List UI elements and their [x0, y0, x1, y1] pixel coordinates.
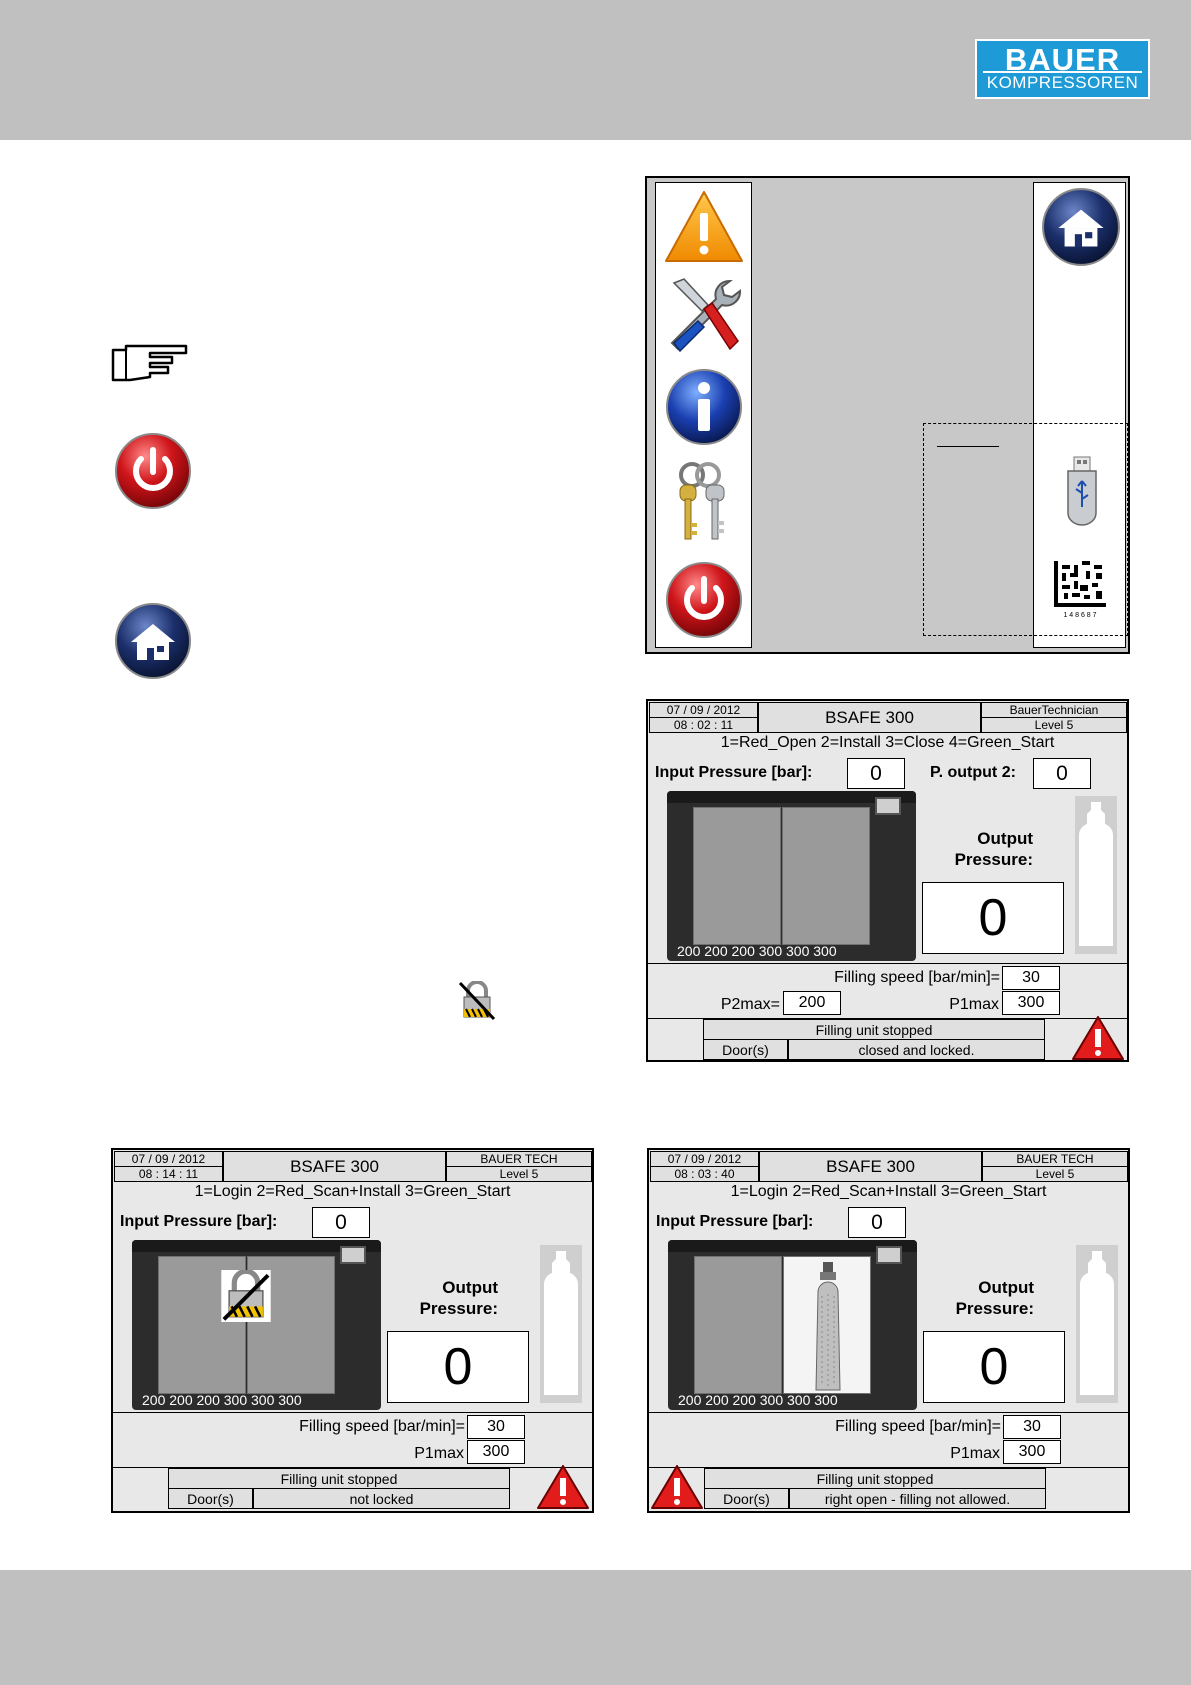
input-pressure-value: 0 [847, 758, 905, 789]
level-cell: Level 5 [982, 1166, 1128, 1182]
p1max-value: 300 [1002, 991, 1060, 1015]
logo-line1: BAUER [1004, 42, 1121, 77]
screen-title: BSAFE 300 [223, 1151, 446, 1182]
door-label: Door(s) [704, 1488, 789, 1509]
warning-icon[interactable] [663, 189, 745, 265]
output-pressure-label: Output [978, 1278, 1034, 1297]
output-pressure-label: Output [977, 829, 1033, 848]
status-text: Filling unit stopped [704, 1468, 1046, 1489]
level-cell: Level 5 [981, 717, 1127, 733]
instructions-text: 1=Login 2=Red_Scan+Install 3=Green_Start [194, 1183, 511, 1200]
filling-screen-locked [646, 699, 1129, 1062]
instructions-text: 1=Login 2=Red_Scan+Install 3=Green_Start [730, 1183, 1047, 1200]
filling-screen-door-open [647, 1148, 1130, 1513]
input-pressure-label: Input Pressure [bar]: [655, 764, 813, 781]
cylinder-pressure-labels: 200 200 200 300 300 300 [678, 1392, 838, 1408]
p2max-label: P2max= [720, 996, 780, 1013]
filling-speed-value: 30 [467, 1415, 525, 1439]
home-button-icon[interactable] [114, 602, 192, 680]
p1max-label: P1max [414, 1445, 464, 1462]
time-cell: 08 : 14 : 11 [114, 1166, 223, 1182]
footer-band [0, 1570, 1191, 1685]
home-menu-icon[interactable] [1041, 187, 1121, 267]
logo-line2: KOMPRESSOREN [983, 71, 1142, 93]
gas-cylinder-icon [1076, 1245, 1118, 1403]
door-status: not locked [253, 1488, 510, 1509]
output-pressure-value: 0 [387, 1331, 529, 1403]
output-pressure-label-2: Pressure: [419, 1299, 498, 1318]
status-text: Filling unit stopped [168, 1468, 510, 1489]
p-output2-label: P. output 2: [930, 764, 1016, 781]
filling-speed-label: Filling speed [bar/min]= [835, 1418, 1001, 1435]
label-line [937, 446, 999, 447]
door-label: Door(s) [703, 1039, 788, 1060]
p1max-value: 300 [1003, 1440, 1061, 1464]
door-label: Door(s) [168, 1488, 253, 1509]
filling-speed-label: Filling speed [bar/min]= [834, 969, 1000, 986]
p1max-value: 300 [467, 1440, 525, 1464]
user-cell: BauerTechnician [981, 702, 1127, 718]
filling-speed-value: 30 [1003, 1415, 1061, 1439]
output-pressure-label-2: Pressure: [955, 1299, 1034, 1318]
input-pressure-label: Input Pressure [bar]: [656, 1213, 814, 1230]
power-menu-icon[interactable] [665, 561, 743, 639]
screen-title: BSAFE 300 [759, 1151, 982, 1182]
tools-icon[interactable] [664, 275, 744, 355]
time-cell: 08 : 03 : 40 [650, 1166, 759, 1182]
door-status: closed and locked. [788, 1039, 1045, 1060]
filling-unit-image [667, 791, 916, 961]
date-cell: 07 / 09 / 2012 [649, 702, 758, 718]
p-output2-value: 0 [1033, 758, 1091, 789]
output-pressure-label: Output [442, 1278, 498, 1297]
output-pressure-value: 0 [922, 882, 1064, 954]
pointing-hand-icon [110, 340, 190, 386]
input-pressure-value: 0 [312, 1207, 370, 1238]
input-pressure-label: Input Pressure [bar]: [120, 1213, 278, 1230]
menu-left-column [655, 182, 752, 648]
input-pressure-value: 0 [848, 1207, 906, 1238]
door-unlocked-icon [458, 981, 496, 1021]
instructions-text: 1=Red_Open 2=Install 3=Close 4=Green_Start [720, 734, 1055, 751]
info-icon[interactable] [664, 367, 744, 447]
main-menu-screen [645, 176, 1130, 654]
gas-cylinder-icon [1075, 796, 1117, 954]
p1max-label: P1max [949, 996, 999, 1013]
alarm-icon[interactable] [536, 1464, 590, 1510]
filling-screen-not-locked [111, 1148, 594, 1513]
cylinder-installed-icon [812, 1262, 844, 1392]
alarm-icon[interactable] [1071, 1015, 1125, 1061]
user-cell: BAUER TECH [982, 1151, 1128, 1167]
dashed-area [923, 423, 1128, 636]
door-unlocked-icon [220, 1270, 272, 1322]
date-cell: 07 / 09 / 2012 [650, 1151, 759, 1167]
level-cell: Level 5 [446, 1166, 592, 1182]
cylinder-pressure-labels: 200 200 200 300 300 300 [677, 943, 837, 959]
power-button-icon[interactable] [114, 432, 192, 510]
date-cell: 07 / 09 / 2012 [114, 1151, 223, 1167]
screen-title: BSAFE 300 [758, 702, 981, 733]
filling-speed-value: 30 [1002, 966, 1060, 990]
filling-speed-label: Filling speed [bar/min]= [299, 1418, 465, 1435]
datamatrix-numbers: 1 4 8 6 8 7 [1063, 612, 1097, 619]
door-status: right open - filling not allowed. [789, 1488, 1046, 1509]
output-pressure-label-2: Pressure: [954, 850, 1033, 869]
bauer-logo [975, 39, 1150, 99]
p1max-label: P1max [950, 1445, 1000, 1462]
alarm-icon[interactable] [650, 1464, 704, 1510]
status-text: Filling unit stopped [703, 1019, 1045, 1040]
keys-icon[interactable] [668, 461, 740, 543]
filling-unit-image [132, 1240, 381, 1410]
filling-unit-image [668, 1240, 917, 1410]
gas-cylinder-icon [540, 1245, 582, 1403]
p2max-value: 200 [783, 991, 841, 1015]
user-cell: BAUER TECH [446, 1151, 592, 1167]
cylinder-pressure-labels: 200 200 200 300 300 300 [142, 1392, 302, 1408]
output-pressure-value: 0 [923, 1331, 1065, 1403]
time-cell: 08 : 02 : 11 [649, 717, 758, 733]
